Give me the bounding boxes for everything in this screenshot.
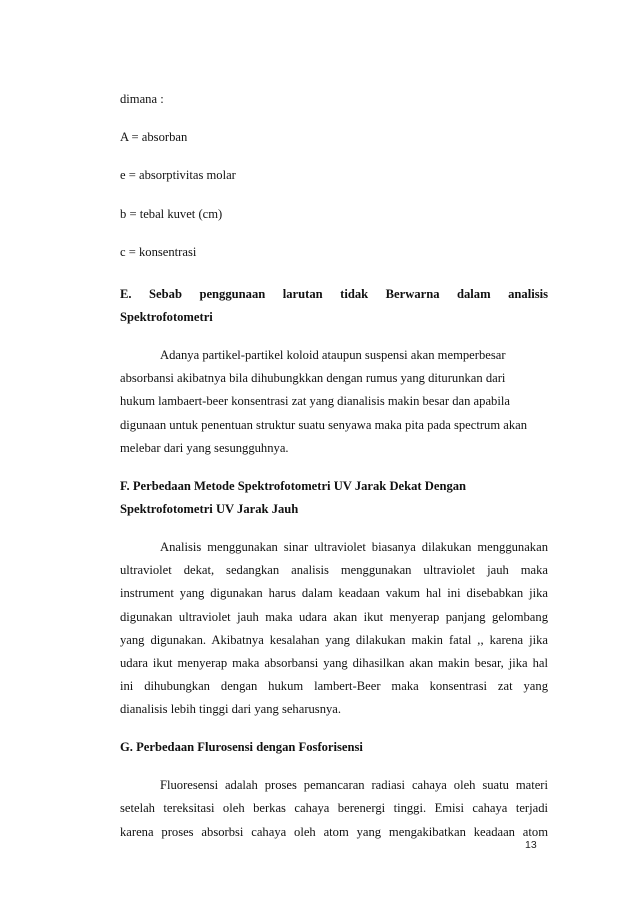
paragraph-line: digunakan ultraviolet jauh maka udara akan ikut menyerap panjang gelombang: [120, 609, 548, 624]
paragraph-line: ultraviolet dekat, sedangkan analisis menggunakan ultraviolet jauh maka: [120, 563, 548, 578]
paragraph-line: absorbansi akibatnya bila dihubungkkan dengan rumus yang diturunkan dari: [120, 371, 506, 386]
paragraph-line: Analisis menggunakan sinar ultraviolet biasanya dilakukan menggunakan: [160, 540, 548, 555]
paragraph-line: dianalisis lebih tinggi dari yang seharusnya.: [120, 702, 342, 717]
paragraph-line: Adanya partikel-partikel koloid ataupun suspensi akan memperbesar: [160, 348, 506, 363]
paragraph-line: yang digunakan. Akibatnya kesalahan yang dilakukan makin fatal ,, karena jika: [120, 632, 548, 647]
paragraph-line: Fluoresensi adalah proses pemancaran radiasi cahaya oleh suatu materi: [160, 778, 548, 793]
page-number: 13: [525, 839, 537, 851]
paragraph-line: instrument yang digunakan harus dalam keadaan vakum hal ini disebabkan jika: [120, 586, 548, 601]
section-e: [120, 283, 548, 460]
section-heading: Spektrofotometri: [120, 310, 213, 325]
definition-list: [120, 92, 548, 283]
section-heading: Spektrofotometri UV Jarak Jauh: [120, 502, 299, 517]
paragraph-line: hukum lambaert-beer konsentrasi zat yang dianalisis makin besar dan apabila: [120, 394, 510, 409]
section-heading: F. Perbedaan Metode Spektrofotometri UV Jarak Dekat Dengan: [120, 478, 467, 493]
paragraph-line: setelah tereksitasi oleh berkas cahaya berenergi tinggi. Emisi cahaya terjadi: [120, 801, 548, 816]
definition-item: c = konsentrasi: [120, 244, 197, 259]
definition-item: e = absorptivitas molar: [120, 168, 236, 183]
paragraph-line: melebar dari yang sesungguhnya.: [120, 440, 289, 455]
paragraph-line: digunaan untuk penentuan struktur suatu senyawa maka pita pada spectrum akan: [120, 417, 528, 432]
definition-intro: dimana :: [120, 92, 164, 106]
paragraph-line: karena proses absorbsi cahaya oleh atom yang mengakibatkan keadaan atom: [120, 824, 548, 839]
page-content: [120, 92, 548, 844]
section-f: [120, 475, 548, 722]
section-heading: E. Sebab penggunaan larutan tidak Berwarna dalam analisis: [120, 286, 548, 301]
paragraph-line: udara ikut menyerap maka absorbansi yang dihasilkan akan makin besar, jika hal: [120, 655, 548, 670]
section-heading: G. Perbedaan Flurosensi dengan Fosforisensi: [120, 740, 363, 755]
section-g: [120, 736, 548, 844]
paragraph-line: ini dihubungkan dengan hukum lambert-Beer maka konsentrasi zat yang: [120, 679, 548, 694]
definition-item: b = tebal kuvet (cm): [120, 206, 223, 221]
definition-item: A = absorban: [120, 130, 188, 145]
